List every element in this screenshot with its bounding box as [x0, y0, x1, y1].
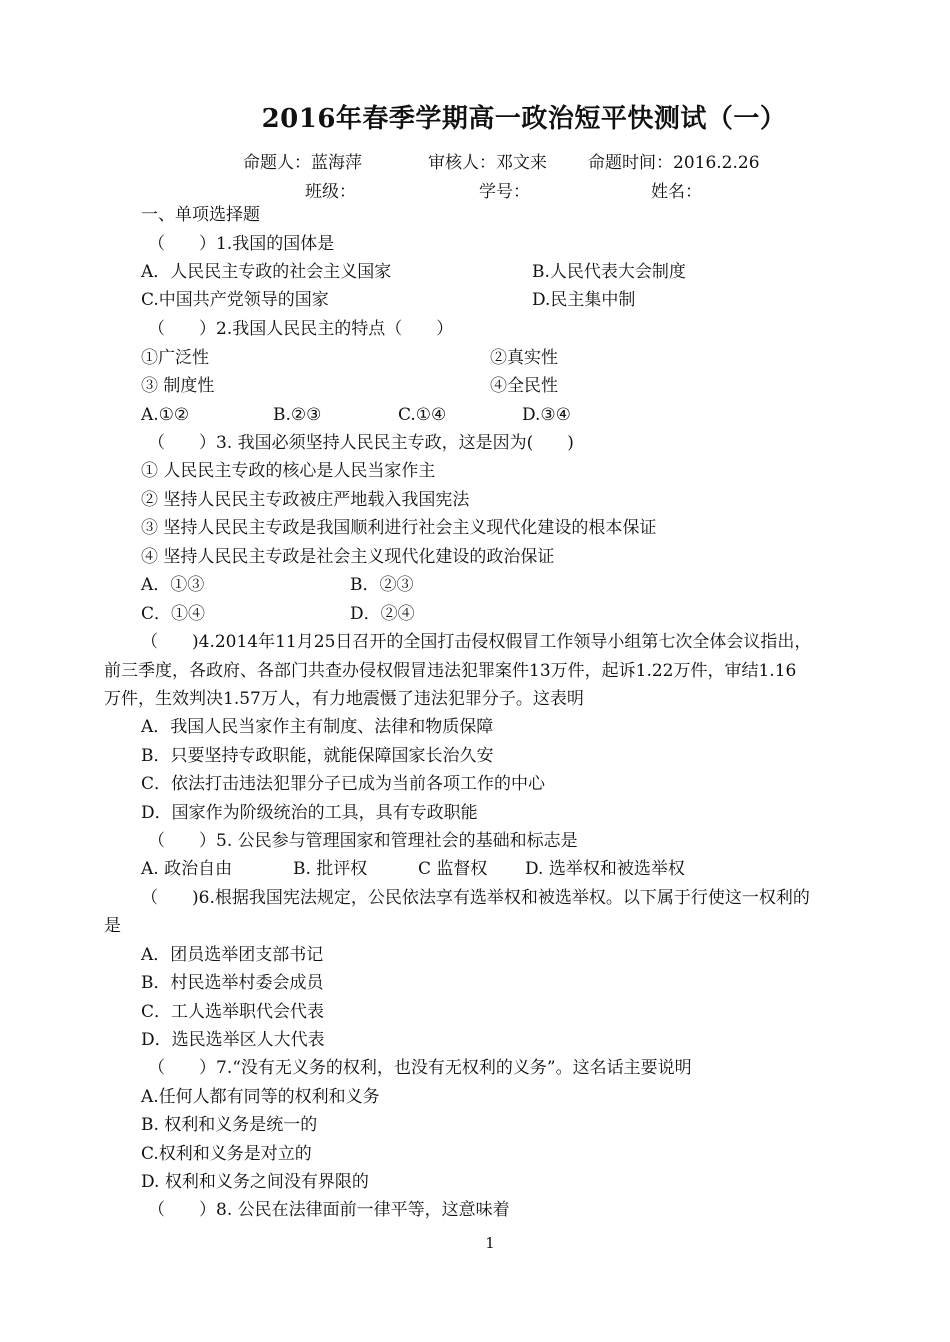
q5-option-b: B. 批评权 — [293, 859, 368, 879]
q2-statement-4: ④全民性 — [490, 376, 558, 396]
q2-option-d: D.③④ — [522, 405, 571, 425]
section-heading: 一、单项选择题 — [141, 205, 260, 225]
q3-statement-2: ② 坚持人民民主专政被庄严地载入我国宪法 — [141, 490, 470, 510]
q7-option-c: C.权利和义务是对立的 — [141, 1144, 312, 1164]
q3-stem: （ ）3. 我国必须坚持人民民主专政，这是因为( ) — [148, 433, 574, 453]
q2-option-b: B.②③ — [273, 405, 322, 425]
q2-statement-2: ②真实性 — [490, 348, 558, 368]
id-label: 学号： — [479, 182, 530, 202]
q4-stem-line-1: （ )4.2014年11月25日召开的全国打击侵权假冒工作领导小组第七次全体会议指出， — [141, 632, 812, 652]
class-label: 班级： — [305, 182, 356, 202]
q1-option-c: C.中国共产党领导的国家 — [141, 290, 329, 310]
page-number: 1 — [485, 1234, 495, 1252]
q1-option-a: A．人民民主专政的社会主义国家 — [141, 262, 392, 282]
q4-option-a: A．我国人民当家作主有制度、法律和物质保障 — [141, 717, 494, 737]
q5-stem: （ ）5. 公民参与管理国家和管理社会的基础和标志是 — [148, 831, 578, 851]
q1-stem: （ ）1.我国的国体是 — [148, 234, 335, 254]
page-title: 2016年春季学期高一政治短平快测试（一） — [261, 104, 787, 134]
q2-statement-1: ①广泛性 — [141, 348, 209, 368]
q4-option-d: D．国家作为阶级统治的工具，具有专政职能 — [141, 803, 478, 823]
q8-stem: （ ）8. 公民在法律面前一律平等，这意味着 — [148, 1200, 510, 1220]
q5-option-c: C 监督权 — [418, 859, 488, 879]
q7-stem: （ ）7.“没有无义务的权利，也没有无权利的义务”。这名话主要说明 — [148, 1058, 692, 1078]
q2-stem: （ ）2.我国人民民主的特点（ ） — [148, 319, 454, 339]
q6-stem-line-2: 是 — [104, 916, 121, 936]
q3-option-d: D．②④ — [350, 604, 415, 624]
q3-statement-3: ③ 坚持人民民主专政是我国顺利进行社会主义现代化建设的根本保证 — [141, 518, 657, 538]
q6-stem-line-1: （ )6.根据我国宪法规定，公民依法享有选举权和被选举权。以下属于行使这一权利的 — [141, 888, 810, 908]
date: 命题时间：2016.2.26 — [588, 153, 760, 173]
q3-option-a: A．①③ — [141, 575, 205, 595]
q3-option-b: B．②③ — [350, 575, 414, 595]
q6-option-b: B．村民选举村委会成员 — [141, 973, 324, 993]
q6-option-d: D．选民选举区人大代表 — [141, 1030, 325, 1050]
q7-option-b: B. 权利和义务是统一的 — [141, 1115, 318, 1135]
q5-option-a: A. 政治自由 — [141, 859, 233, 879]
q4-option-b: B．只要坚持专政职能，就能保障国家长治久安 — [141, 746, 494, 766]
q5-option-d: D. 选举权和被选举权 — [525, 859, 685, 879]
q7-option-a: A.任何人都有同等的权利和义务 — [141, 1087, 380, 1107]
q3-option-c: C．①④ — [141, 604, 206, 624]
q3-statement-1: ① 人民民主专政的核心是人民当家作主 — [141, 461, 436, 481]
q4-stem-line-2: 前三季度，各政府、各部门共查办侵权假冒违法犯罪案件13万件，起诉1.22万件，审结1.16 — [104, 661, 797, 681]
q2-option-c: C.①④ — [398, 405, 447, 425]
q3-statement-4: ④ 坚持人民民主专政是社会主义现代化建设的政治保证 — [141, 547, 555, 567]
q7-option-d: D. 权利和义务之间没有界限的 — [141, 1172, 369, 1192]
author: 命题人：蓝海萍 — [243, 153, 362, 173]
reviewer: 审核人：邓文来 — [428, 153, 547, 173]
q1-option-b: B.人民代表大会制度 — [532, 262, 686, 282]
q4-option-c: C．依法打击违法犯罪分子已成为当前各项工作的中心 — [141, 774, 546, 794]
name-label: 姓名： — [651, 182, 702, 202]
q4-stem-line-3: 万件，生效判决1.57万人，有力地震慑了违法犯罪分子。这表明 — [104, 689, 584, 709]
q1-option-d: D.民主集中制 — [532, 290, 636, 310]
q6-option-c: C．工人选举职代会代表 — [141, 1002, 325, 1022]
q6-option-a: A．团员选举团支部书记 — [141, 945, 324, 965]
q2-option-a: A.①② — [141, 405, 190, 425]
q2-statement-3: ③ 制度性 — [141, 376, 215, 396]
